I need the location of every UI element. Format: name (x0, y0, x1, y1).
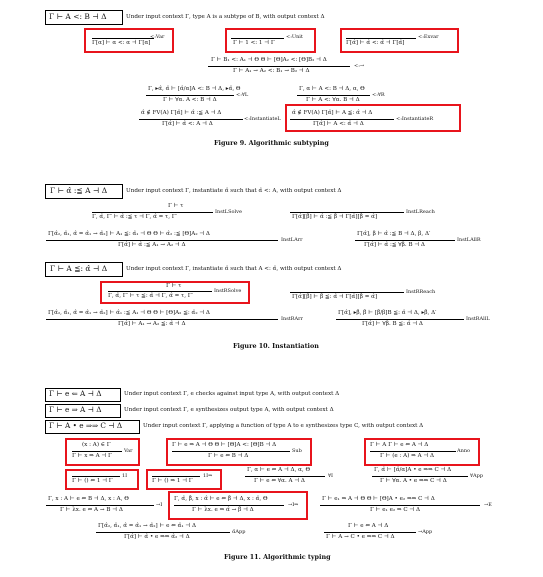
rule-label: →I (156, 502, 163, 508)
rule-bar (320, 505, 480, 506)
rule-bar (152, 476, 200, 477)
fig10-judgment-l: Γ ⊢ α̂ :≦ A ⊣ Δ (50, 186, 108, 195)
rule-conclusion: Γ ⊢ x ⇒ A ⊣ Γ (72, 453, 112, 459)
rule-premise: Γ, α̂ ⊢ [α̂/α]A • e ⇒⇒ C ⊣ Δ (374, 467, 452, 473)
rule-bar (46, 319, 278, 320)
rule-conclusion: Γ[α̂] ⊢ A₁ → A₂ ≦: α̂ ⊣ Δ (118, 321, 186, 327)
rule-bar (324, 532, 416, 533)
rule-bar (139, 119, 243, 120)
rule-premise: α̂ ∉ FV(A) Γ[α̂] ⊢ A ≦: α̂ ⊣ Δ (292, 110, 373, 116)
rule-label: ∀I (328, 473, 333, 479)
rule-bar (372, 476, 468, 477)
rule-premise: Γ ⊢ e ⇐ A ⊣ Δ (348, 523, 389, 529)
rule-label: <:∀R (372, 92, 385, 98)
fig10-description-l: Under input context Γ, instantiate α̂ such that α̂ <: A, with output context Δ (126, 188, 342, 194)
rule-premise: Γ, ▸α̂, α̂ ⊢ [α̂/α]A <: B ⊣ Δ, ▸α̂, Θ (148, 86, 241, 92)
rule-premise: Γ, x : A ⊢ e ⇐ B ⊣ Δ, x : A, Θ (48, 496, 129, 502)
rule-bar (245, 476, 325, 477)
rule-bar (172, 451, 290, 452)
rule-conclusion: Γ ⊢ (e : A) ⇒ A ⊣ Δ (380, 453, 435, 459)
highlight-instantiate-r (285, 104, 461, 132)
rule-conclusion: Γ ⊢ e ⇐ ∀α. A ⊣ Δ (254, 478, 305, 484)
rule-label: InstRAllL (466, 316, 490, 322)
rule-label: InstLSolve (215, 209, 242, 215)
rule-conclusion: Γ[α̂] ⊢ α̂ :≦ ∀β. B ⊣ Δ (364, 242, 425, 248)
fig9-judgment: Γ ⊢ A <: B ⊣ Δ (49, 12, 107, 21)
fig11-app-judgment: Γ ⊢ A • e ⇒⇒ C ⊣ Δ (49, 421, 123, 430)
rule-premise: α̂ ∉ FV(A) Γ[α̂] ⊢ α̂ :≦ A ⊣ Δ (141, 110, 222, 116)
rule-conclusion: Γ ⊢ ∀α. A • e ⇒⇒ C ⊣ Δ (380, 478, 447, 484)
figure-10-caption: Figure 10. Instantiation (233, 342, 319, 350)
rule-label: α̂App (232, 529, 246, 535)
rule-premise: Γ ⊢ A Γ ⊢ e ⇐ A ⊣ Δ (370, 442, 429, 448)
rule-premise: Γ[α̂₂, α̂₁, α̂ = α̂₁ → α̂₂] ⊢ A₁ ≦: α̂₁ ⊣ Θ Θ ⊢ α̂₂ :≦ [Θ]A₂ ⊣ Δ (48, 231, 210, 237)
fig10-description-r: Under input context Γ, instantiate α̂ such that A <: α̂, with output context Δ (126, 266, 342, 272)
rule-conclusion: Γ[α̂] ⊢ α̂ <: α̂ ⊣ Γ[α̂] (346, 40, 405, 46)
rule-premise: Γ[α̂₂, α̂₁, α̂ = α̂₁ → α̂₂] ⊢ e ⇐ α̂₁ ⊣ Δ (98, 523, 197, 529)
rule-label: InstLArr (281, 237, 303, 243)
rule-conclusion: Γ, α̂, Γ′ ⊢ α̂ :≦ τ ⊣ Γ, α̂ = τ, Γ′ (92, 214, 177, 220)
rule-premise: (x : A) ∈ Γ (82, 442, 111, 448)
rule-label: 1I (122, 473, 128, 479)
rule-premise: Γ ⊢ τ (168, 203, 184, 209)
rule-bar (208, 66, 350, 67)
rule-label: <:Exvar (418, 34, 439, 40)
rule-label: →E (484, 502, 492, 508)
rule-bar (72, 476, 120, 477)
rule-bar (96, 532, 230, 533)
rule-conclusion: Γ ⊢ e ⇐ B ⊣ Δ (208, 453, 249, 459)
rule-conclusion: Γ ⊢ () ⇐ 1 ⊣ Γ (72, 478, 113, 484)
rule-conclusion: Γ ⊢ 1 <: 1 ⊣ Γ (233, 40, 275, 46)
rule-conclusion: Γ ⊢ A₁ → A₂ <: B₁ → B₂ ⊣ Δ (233, 68, 310, 74)
rule-bar (290, 292, 404, 293)
rule-label: InstLAllR (457, 237, 481, 243)
rule-conclusion: Γ, α̂, Γ′ ⊢ τ ≦: α̂ ⊣ Γ, α̂ = τ, Γ′ (108, 293, 193, 299)
rule-bar (346, 38, 416, 39)
rule-conclusion: Γ ⊢ e₁ e₂ ⇒ C ⊣ Δ (370, 507, 421, 513)
rule-conclusion: Γ ⊢ () ⇒ 1 ⊣ Γ (152, 478, 193, 484)
rule-label: InstLReach (406, 209, 435, 215)
rule-bar (290, 212, 404, 213)
rule-label: InstRReach (406, 289, 436, 295)
rule-conclusion: Γ[α̂] ⊢ A <: α̂ ⊣ Δ (313, 121, 364, 127)
rule-label: →I⇒ (288, 502, 299, 508)
rule-bar (297, 95, 370, 96)
rule-conclusion: Γ ⊢ ∀α. A <: B ⊣ Δ (163, 97, 217, 103)
fig10-judgment-r: Γ ⊢ A ≦: α̂ ⊣ Δ (50, 264, 108, 273)
rule-premise: Γ, α ⊢ A <: B ⊣ Δ, α, Θ (299, 86, 365, 92)
rule-conclusion: Γ[α̂] ⊢ α̂ • e ⇒⇒ α̂₂ ⊣ Δ (124, 534, 190, 540)
fig11-app-description: Under input context Γ, applying a function of type A to e synthesizes type C, with output context Δ (143, 423, 424, 429)
rule-premise: Γ ⊢ e ⇒ A ⊣ Θ Θ ⊢ [Θ]A <: [Θ]B ⊣ Δ (172, 442, 277, 448)
figure-9-caption: Figure 9. Algorithmic subtyping (214, 139, 329, 147)
rule-premise: Γ ⊢ τ (166, 283, 182, 289)
rule-bar (108, 291, 212, 292)
rule-label: Anno (457, 448, 471, 454)
rule-bar (370, 451, 456, 452)
rule-label: Sub (292, 448, 302, 454)
rule-bar (290, 119, 394, 120)
rule-conclusion: Γ[α̂] ⊢ α̂ <: A ⊣ Δ (162, 121, 213, 127)
rule-premise: Γ ⊢ B₁ <: A₁ ⊣ Θ Θ ⊢ [Θ]A₂ <: [Θ]B₂ ⊣ Δ (211, 57, 327, 63)
rule-bar (46, 505, 154, 506)
rule-label: <:InstantiateL (244, 116, 281, 122)
rule-premise: Γ, α̂, β̂, x : α̂ ⊢ e ⇐ β̂ ⊣ Δ, x : α̂, Θ (174, 496, 268, 502)
rule-label: <:→ (354, 63, 365, 69)
fig11-check-judgment: Γ ⊢ e ⇐ A ⊣ Δ (49, 389, 102, 398)
rule-label: InstRSolve (214, 288, 242, 294)
rule-premise: Γ[α̂], ▸β̂, β̂ ⊢ [β̂/β]B ≦: α̂ ⊣ Δ, ▸β̂, Δ′ (338, 310, 437, 316)
rule-bar (146, 95, 234, 96)
rule-bar (72, 451, 122, 452)
fig11-check-description: Under input context Γ, e checks against input type A, with output context Δ (124, 391, 340, 397)
rule-conclusion: Γ[α̂][β̂] ⊢ β̂ ≦: α̂ ⊣ Γ[α̂][β̂ = α̂] (292, 294, 378, 300)
rule-conclusion: Γ ⊢ λx. e ⇐ A → B ⊣ Δ (60, 507, 123, 513)
rule-label: <:∀L (236, 92, 249, 98)
rule-bar (336, 319, 464, 320)
rule-label: <:InstantiateR (396, 116, 434, 122)
rule-label: InstRArr (281, 316, 303, 322)
rule-bar (92, 212, 213, 213)
rule-conclusion: Γ[α̂] ⊢ ∀β. B ≦: α̂ ⊣ Δ (362, 321, 423, 327)
rule-bar (174, 505, 284, 506)
rule-bar (46, 240, 278, 241)
rule-conclusion: Γ ⊢ A → C • e ⇒⇒ C ⊣ Δ (326, 534, 395, 540)
rule-conclusion: Γ[α̂] ⊢ α̂ :≦ A₁ → A₂ ⊣ Δ (118, 242, 186, 248)
fig11-synth-description: Under input context Γ, e synthesizes output type A, with output context Δ (124, 407, 334, 413)
rule-label: →App (418, 529, 433, 535)
rule-bar (355, 240, 455, 241)
rule-conclusion: Γ ⊢ A <: ∀α. B ⊣ Δ (306, 97, 360, 103)
figure-11-caption: Figure 11. Algorithmic typing (224, 553, 331, 561)
rule-label: 1I⇒ (203, 473, 213, 479)
rule-label: Var (124, 448, 133, 454)
rule-conclusion: Γ ⊢ λx. e ⇒ α̂ → β̂ ⊣ Δ (192, 507, 254, 513)
rule-premise: Γ, α ⊢ e ⇐ A ⊣ Δ, α, Θ (247, 467, 311, 473)
rule-label: <:Unit (286, 34, 303, 40)
rule-premise: Γ ⊢ e₁ ⇒ A ⊣ Θ Θ ⊢ [Θ]A • e₂ ⇒⇒ C ⊣ Δ (322, 496, 435, 502)
fig11-synth-judgment: Γ ⊢ e ⇒ A ⊣ Δ (49, 405, 102, 414)
rule-bar (92, 38, 154, 39)
rule-label: <:Var (150, 34, 165, 40)
rule-conclusion: Γ[α] ⊢ α <: α ⊣ Γ[α] (92, 40, 151, 46)
rule-conclusion: Γ[α̂][β̂] ⊢ α̂ :≦ β̂ ⊣ Γ[α̂][β̂ = α̂] (292, 214, 378, 220)
rule-bar (231, 38, 284, 39)
rule-premise: Γ[α̂₂, α̂₁, α̂ = α̂₁ → α̂₂] ⊢ α̂₁ :≦ A₁ ⊣ Θ Θ ⊢ [Θ]A₂ ≦: α̂₂ ⊣ Δ (48, 310, 210, 316)
rule-label: ∀App (470, 473, 484, 479)
fig9-description: Under input context Γ, type A is a subtype of B, with output context Δ (126, 14, 325, 20)
rule-premise: Γ[α̂], β ⊢ α̂ :≦ B ⊣ Δ, β, Δ′ (357, 231, 431, 237)
